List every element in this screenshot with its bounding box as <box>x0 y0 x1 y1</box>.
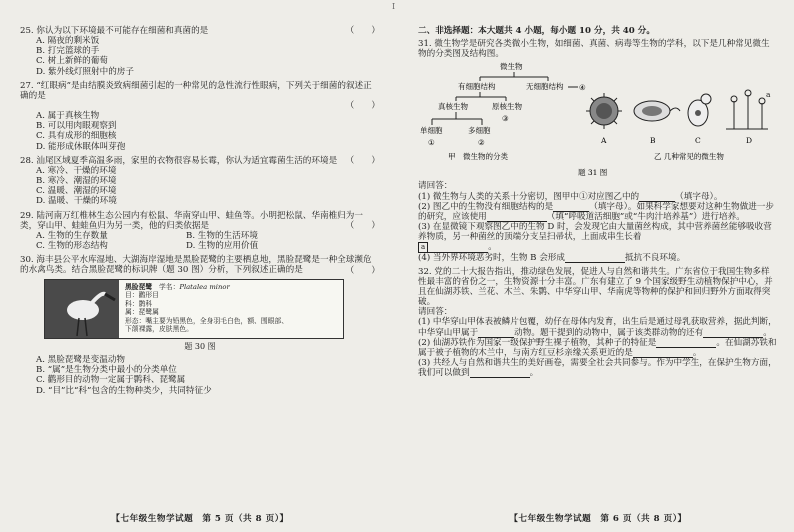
answer-blank[interactable] <box>487 213 547 222</box>
classification-diagram <box>418 61 778 179</box>
answer-blank[interactable] <box>656 339 716 348</box>
tree-eukaryote: 真核生物 <box>438 102 468 112</box>
answer-blank[interactable] <box>703 329 763 338</box>
answer-paren: （ ） <box>345 155 380 166</box>
specimen-name: 黑脸琵鹭 <box>125 282 153 291</box>
tree-unicellular: 单细胞 <box>420 126 443 136</box>
option-b: B. “属”是生物分类中最小的分类单位 <box>36 365 177 376</box>
option-c: C. 温暖、潮湿的环境 <box>36 186 117 197</box>
figure-31 <box>418 61 778 179</box>
spoonbill-icon <box>45 280 119 338</box>
q32-line: 。 <box>763 327 772 338</box>
tree-mark-3: ③ <box>502 114 509 124</box>
organism-b-icon <box>634 101 680 121</box>
mold-mark-a: a <box>766 90 771 100</box>
spoonbill-photo <box>45 280 119 338</box>
option-c: C. 生物的形态结构 <box>36 241 108 252</box>
answer-blank[interactable] <box>633 349 693 358</box>
answer-paren: （ ） <box>345 100 380 111</box>
specimen-info <box>119 280 294 338</box>
option-b: B. 生物的生活环境 <box>186 230 258 241</box>
q31-line: （填“呼吸道活细胞”或“牛肉汁培养基”）进行培养。 <box>546 211 745 222</box>
sci-name: Platalea minor <box>179 282 230 291</box>
answer-blank[interactable] <box>470 369 530 378</box>
page-footer: 【七年级生物学试题 第 6 页（共 8 页）】 <box>509 513 687 524</box>
answer-paren: （ ） <box>345 220 380 231</box>
question-31-text: 31. 微生物学是研究各类微小生物，如细菌、真菌、病毒等生物的学科，以下是几种常见微生物的分类图及结构图。 <box>418 39 770 60</box>
answer-paren: （ ） <box>345 265 380 276</box>
tree-prokaryote: 原核生物 <box>492 102 522 112</box>
q31-line: (1) 微生物与人类的关系十分密切，图甲中①对应图乙中的 <box>418 191 640 202</box>
option-a: A. 生物的生存数量 <box>36 230 108 241</box>
option-d: D. “目”比“科”包含的生物种类少，共同特征少 <box>36 385 212 396</box>
prompt: 请回答： <box>418 181 453 192</box>
specimen-line: 科：鹮科 <box>125 299 153 308</box>
question-32-text: 32. 党的二十大报告指出，推动绿色发展，促进人与自然和谐共生。广东省位于我国生物多样性最丰富的省份之一，生物资源十分丰富。广东有建立了 9 个国家级野生动植物保护中心，并且在仙湖苏铁、兰花、木兰、朱鹮、中华穿山甲、华南虎等物种的保护和回归野外方面取得突破。 <box>418 266 773 308</box>
specimen-line: 形态：嘴主要为铅黑色，全身羽毛白色，额、围眼部、 <box>125 316 289 325</box>
prompt: 请回答： <box>418 307 453 318</box>
top-mark: I <box>392 2 396 11</box>
specimen-line: 目：鹳形目 <box>125 291 159 300</box>
question-30-text: 30. 海丰县公平水库湿地、大湖海岸湿地是黑脸琵鹭的主要栖息地，黑脸琵鹭是一种全球濒危的水禽鸟类。结合黑脸琵鹭的标识牌（题 30 图）分析，下列叙述正确的是 <box>20 255 372 276</box>
q32-line: 。 <box>692 347 702 358</box>
organism-c-icon <box>688 94 711 126</box>
tree-mark-4: ④ <box>579 83 586 93</box>
organism-label-a: A <box>601 136 607 146</box>
option-c: C. 具有成形的细胞核 <box>36 131 117 142</box>
q31-line: (4) 当外界环境恶劣时，生物 B 会形成 <box>418 252 565 263</box>
q32-line: 。 <box>529 368 539 379</box>
q31-line: （填字母）。 <box>675 191 723 202</box>
question-27-text: 27. “红眼病”是由结膜炎致病细菌引起的一种常见的急性流行性眼病，下列关于细菌的叙述正确的是 <box>20 80 372 101</box>
figure-caption: 题 30 图 <box>184 341 216 351</box>
page-footer: 【七年级生物学试题 第 5 页（共 8 页）】 <box>111 513 289 524</box>
question-28-text: 28. 汕尾区域夏季高温多雨，家里的衣物很容易长霉，你认为适宜霉菌生活的环境是 <box>20 155 338 166</box>
tree-cellular: 有细胞结构 <box>458 82 496 92</box>
organism-label-c: C <box>695 136 701 146</box>
q32-line: (3) 共经人与自然和谐共生的美好画卷，需要全社会共同参与。作为中学生，在保护生物方面，我们可以做到 <box>418 357 777 379</box>
question-29 <box>20 211 380 252</box>
q31-line: (3) 在显微镜下观察图乙中的生物 D 时，会发现它由大量菌丝构成，其中营养菌丝能够吸收营养物质，另一种菌丝的顶端分支呈扫帚状，上面成串生长着 <box>418 221 772 243</box>
section-title: 二、非选择题：本大题共 4 小题，每小题 10 分，共 40 分。 <box>418 26 655 36</box>
question-32 <box>418 267 778 379</box>
q32-line: (1) 中华穿山甲体表被鳞片包覆，幼仔在母体内发育，出生后是通过母乳获取营养，据此判断，中华穿山甲属于 <box>418 317 777 338</box>
question-25 <box>20 26 380 77</box>
right-page <box>404 6 792 528</box>
tree-root: 微生物 <box>500 62 523 72</box>
tree-mark-1: ① <box>428 138 435 148</box>
answer-blank[interactable] <box>639 193 675 202</box>
answer-blank[interactable] <box>565 254 625 263</box>
label-a-box: a <box>418 242 428 252</box>
option-d: D. 紫外线灯照射中的房子 <box>36 66 134 77</box>
tree-mark-2: ② <box>478 138 485 148</box>
tree-acellular: 无细胞结构 <box>526 82 564 92</box>
specimen-line: 下颌裸露，皮肤黑色。 <box>125 325 193 334</box>
specimen-line: 属：琵鹭属 <box>125 308 159 317</box>
answer-blank[interactable] <box>428 244 488 253</box>
organism-label-d: D <box>746 136 753 146</box>
answer-blank[interactable] <box>478 329 514 338</box>
q31-line: （填字母）。如果科学家想要对这种生物做进一步的研究，应该使用 <box>418 201 774 222</box>
organism-label-b: B <box>650 136 656 146</box>
question-31: 31. 微生物学是研究各类微小生物，如细菌、真菌、病毒等生物的学科，以下是几种常见微生物的分类图及结构图。 微生物 有细胞结构 无细胞结构 ④ 真核生物 原核生物 ③ 单细胞 多细胞 ① ② 甲 微生物的分类 A B C a D 乙 几种常见的微生物 题 31 图 请回答： (1) 微生物与人类的关系十分密切，图甲中①对应图乙中的 （填字母）。 (2) 图乙中的生物没有细胞结构的是 （填字母）。如果科学家想要对这种生物做进一步的研究，应该使用 （填“呼吸道活细胞”或“牛肉汁培养基”）进行培养。 (3) 在显微镜下观察图乙中的生物 D 时，会发现它由大量菌丝构成，其中营养菌丝能够吸收营养物质，另一种菌丝的顶端分支呈扫帚状，上面成串生长着 a 。 (4) 当外界环境恶劣时，生物 B 会形成 抵抗不良环境。 <box>418 39 778 263</box>
option-c: C. 树上新鲜的葡萄 <box>36 56 108 67</box>
question-25-text: 25. 你认为以下环境最不可能存在细菌和真菌的是 <box>20 26 209 36</box>
option-d: D. 生物的应用价值 <box>186 241 259 252</box>
answer-blank[interactable] <box>553 203 589 212</box>
option-a: A. 隔夜的剩米饭 <box>36 36 100 47</box>
option-d: D. 能形成休眠体叫芽孢 <box>36 141 126 152</box>
option-c: C. 鹳形目的动物一定属于鹮科、琵鹭属 <box>36 375 186 386</box>
organism-d-icon <box>726 90 771 129</box>
option-a: A. 黑脸琵鹭是变温动物 <box>36 355 126 366</box>
option-d: D. 温暖、干燥的环境 <box>36 196 117 207</box>
question-28 <box>20 156 380 207</box>
option-b: B. 寒冷、潮湿的环境 <box>36 176 117 187</box>
option-b: B. 打完篮球的手 <box>36 46 100 57</box>
q32-line: 动物。题干提到的动物中，属于该类群动物的还有 <box>514 327 704 338</box>
specimen-card <box>44 279 344 339</box>
q31-line: 抵抗不良环境。 <box>625 252 686 263</box>
option-a: A. 寒冷、干燥的环境 <box>36 165 117 176</box>
sci-label: 学名： <box>158 282 180 291</box>
option-a: A. 属于真核生物 <box>36 111 100 122</box>
question-29-text: 29. 陆河南万红椎林生态公园内有松鼠、华南穿山甲、蛙鱼等。小明把松鼠、华南椎归为一类，穿山甲、蛙蛙鱼归为另一类，他的归类依据是 <box>20 210 363 231</box>
question-27 <box>20 81 380 152</box>
cells-caption: 乙 几种常见的微生物 <box>654 152 724 162</box>
q31-line: (2) 图乙中的生物没有细胞结构的是 <box>418 201 554 212</box>
tree-caption: 甲 微生物的分类 <box>448 152 508 162</box>
tree-multicellular: 多细胞 <box>468 126 491 136</box>
q32-line: (2) 仙湖苏铁作为国家一级保护野生裸子植物，其种子的特征是 <box>418 337 657 348</box>
option-b: B. 可以用肉眼观察到 <box>36 121 117 132</box>
q32-line: 。在仙湖苏铁和属于被子植物的木兰中，与南方红豆杉亲缘关系更近的是 <box>418 337 777 358</box>
question-30 <box>20 255 380 395</box>
answer-paren: （ ） <box>345 26 380 36</box>
organism-a-icon <box>586 93 622 129</box>
figure-31-caption: 题 31 图 <box>578 168 608 178</box>
left-page <box>6 6 394 528</box>
